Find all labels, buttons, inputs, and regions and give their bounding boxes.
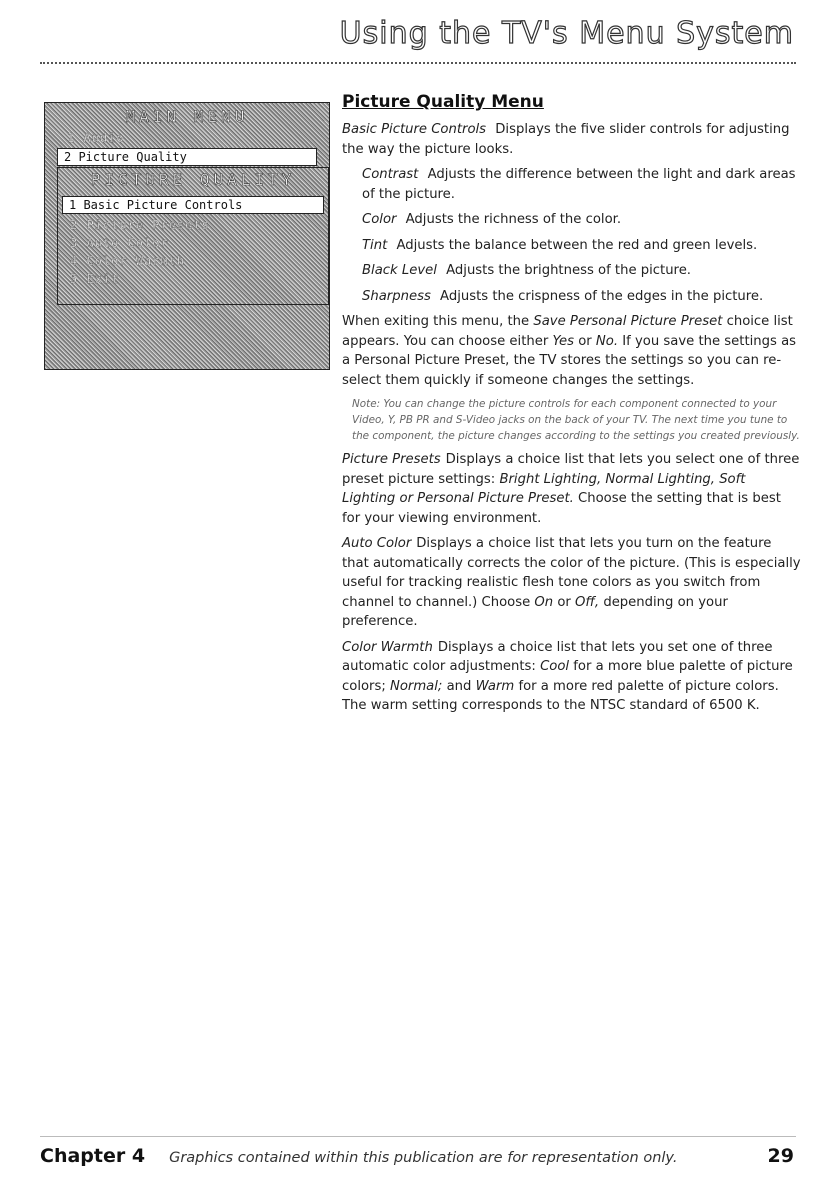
tv-menu-illustration bbox=[44, 102, 330, 370]
text-run-italic: Normal; bbox=[389, 678, 443, 694]
slider-tint bbox=[342, 236, 802, 256]
header-rule bbox=[40, 62, 796, 64]
slider-term: Contrast bbox=[362, 167, 419, 182]
main-menu-item-picture-quality: 2 Picture Quality bbox=[57, 148, 317, 166]
page-number: 29 bbox=[767, 1145, 794, 1167]
text-run: or bbox=[553, 594, 576, 610]
picture-presets-paragraph bbox=[342, 450, 802, 528]
auto-color-paragraph bbox=[342, 534, 802, 632]
slider-term: Color bbox=[362, 212, 397, 227]
slider-text: Adjusts the balance between the red and green levels. bbox=[396, 237, 758, 253]
text-run: When exiting this menu, the bbox=[342, 314, 534, 329]
submenu-item-exit: 5 Exit bbox=[70, 272, 120, 286]
color-warmth-paragraph bbox=[342, 638, 802, 716]
slider-sharpness bbox=[342, 287, 802, 307]
text-run: Displays a choice list that lets you select one of three preset picture settings: bbox=[342, 452, 800, 487]
picture-quality-panel bbox=[57, 167, 329, 305]
exit-paragraph bbox=[342, 312, 802, 390]
submenu-item-picture-presets: 2 Picture Presets bbox=[70, 218, 210, 232]
text-run-italic: On bbox=[534, 594, 554, 610]
content-column bbox=[342, 90, 802, 722]
text-run-italic: Bright Lighting, Normal Lighting, Soft Lighting or Personal Picture Preset. bbox=[342, 471, 746, 506]
main-menu-item-audio: 1 Audio bbox=[67, 131, 125, 145]
picture-quality-title: PICTURE QUALITY bbox=[90, 170, 296, 189]
text-run-italic: Cool bbox=[540, 659, 570, 674]
text-run: Displays a choice list that lets you set one of three automatic color adjustments: bbox=[342, 639, 773, 674]
main-menu-title: MAIN MENU bbox=[125, 107, 249, 126]
note-paragraph: Note: You can change the picture controls for each component connected to your Video, Y, PB PR and S-Video jacks on the back of your TV. The next time you tune to the component, the picture changes according to the settings you created previously. bbox=[352, 398, 800, 442]
submenu-item-auto-color: 3 Auto Color bbox=[70, 236, 169, 250]
picture-presets-term: Picture Presets bbox=[342, 452, 441, 467]
basic-controls-text: Displays the five slider controls for adjusting the way the picture looks. bbox=[342, 122, 790, 157]
text-run: Choose the setting that is best for your viewing environment. bbox=[342, 491, 781, 526]
slider-term: Tint bbox=[362, 237, 388, 253]
text-run-italic: Yes bbox=[552, 333, 575, 349]
text-run: for a more red palette of picture colors. The warm setting corresponds to the NTSC standard of 6500 K. bbox=[342, 678, 779, 713]
section-title: Picture Quality Menu bbox=[342, 92, 544, 112]
slider-text: Adjusts the difference between the light and dark areas of the picture. bbox=[362, 167, 796, 202]
text-run: choice list appears. You can choose either bbox=[342, 314, 793, 349]
text-run-italic: Warm bbox=[475, 678, 515, 694]
submenu-item-color-warmth: 4 Color Warmth bbox=[70, 254, 186, 268]
text-run-italic: Save Personal Picture Preset bbox=[533, 314, 723, 329]
text-run-italic: No. bbox=[595, 333, 619, 349]
page-footer bbox=[40, 1145, 794, 1173]
color-warmth-term: Color Warmth bbox=[342, 639, 433, 655]
slider-text: Adjusts the crispness of the edges in the picture. bbox=[440, 288, 764, 304]
text-run: or bbox=[574, 333, 596, 349]
text-run: for a more blue palette of picture colors; bbox=[342, 659, 793, 694]
slider-text: Adjusts the brightness of the picture. bbox=[446, 263, 691, 278]
slider-term: Sharpness bbox=[362, 288, 431, 304]
slider-contrast bbox=[342, 165, 802, 204]
text-run: and bbox=[442, 678, 476, 694]
slider-term: Black Level bbox=[362, 263, 437, 278]
basic-controls-paragraph bbox=[342, 120, 802, 159]
page-header-title: Using the TV's Menu System bbox=[339, 16, 794, 51]
text-run: depending on your preference. bbox=[342, 594, 728, 629]
slider-color bbox=[342, 210, 802, 230]
slider-black-level bbox=[342, 261, 802, 281]
footer-rule bbox=[40, 1136, 796, 1137]
text-run: Displays a choice list that lets you turn on the feature that automatically corrects the color of the picture. (This is especially useful for tracking realistic flesh tone colors as you switch from channel to channel.) Choose bbox=[342, 536, 801, 610]
text-run: If you save the settings as a Personal Picture Preset, the TV stores the settings so you can re-select them quickly if someone changes the settings. bbox=[342, 333, 797, 388]
chapter-label: Chapter 4 bbox=[40, 1145, 146, 1167]
submenu-item-basic-picture-controls: 1 Basic Picture Controls bbox=[62, 196, 324, 214]
footer-disclaimer: Graphics contained within this publication are for representation only. bbox=[169, 1150, 678, 1166]
slider-text: Adjusts the richness of the color. bbox=[405, 212, 622, 227]
auto-color-term: Auto Color bbox=[342, 536, 412, 551]
basic-controls-term: Basic Picture Controls bbox=[342, 122, 487, 137]
text-run-italic: Off, bbox=[575, 594, 600, 610]
